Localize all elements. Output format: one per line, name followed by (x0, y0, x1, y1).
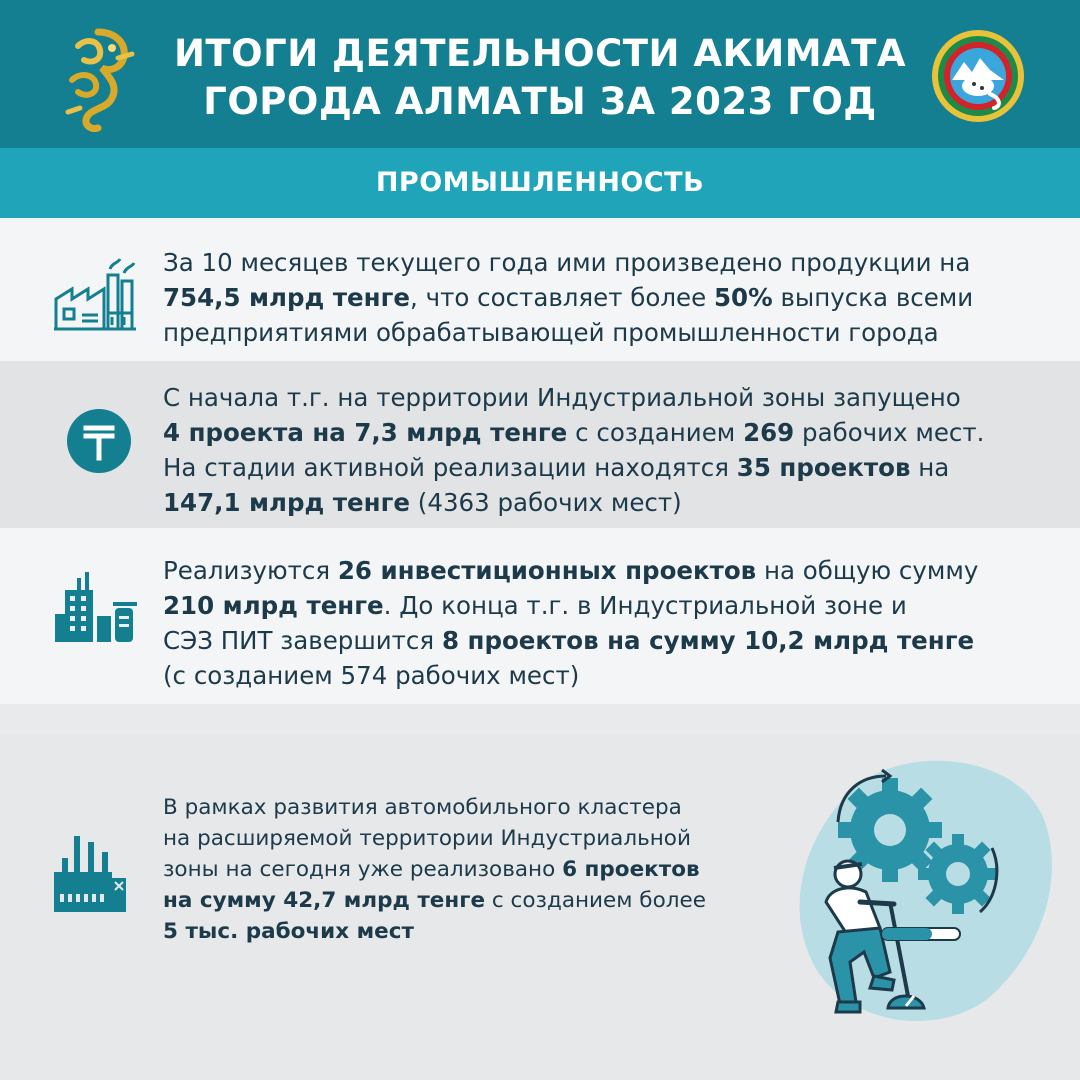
tenge-icon (66, 408, 132, 474)
item-2-line-1: С начала т.г. на территории Индустриальной зоны запущено (163, 383, 961, 412)
divider-band (0, 704, 1080, 734)
item-2-line-4: 147,1 млрд тенге (4363 рабочих мест) (163, 488, 682, 517)
item-3-line-2: 210 млрд тенге. До конца т.г. в Индустриальной зоне и (163, 591, 907, 620)
title-line-2: ГОРОДА АЛМАТЫ ЗА 2023 ГОД (203, 80, 877, 123)
item-3-line-4: (с созданием 574 рабочих мест) (163, 661, 580, 690)
header-banner (0, 0, 1080, 148)
item-2-text (163, 380, 1063, 520)
factory-icon (52, 255, 136, 333)
item-3-line-3: СЭЗ ПИТ завершится 8 проектов на сумму 10,2 млрд тенге (163, 626, 975, 655)
item-1-text (163, 245, 1063, 350)
title-line-1: ИТОГИ ДЕЯТЕЛЬНОСТИ АКИМАТА (173, 32, 907, 75)
item-4-line-4: на сумму 42,7 млрд тенге с созданием более (163, 888, 706, 913)
item-3-text (163, 553, 1063, 693)
worker-with-gears-illustration-icon (790, 752, 1060, 1034)
item-4-line-3: зоны на сегодня уже реализовано 6 проектов (163, 857, 700, 882)
page-title (150, 30, 930, 126)
section-bar (0, 148, 1080, 218)
snow-leopard-logo-icon (58, 28, 136, 132)
item-4-text (163, 792, 783, 947)
item-1-line-1: За 10 месяцев текущего года ими произведено продукции на (163, 248, 971, 277)
chimney-factory-icon (52, 832, 128, 912)
item-3-line-1: Реализуются 26 инвестиционных проектов на общую сумму (163, 556, 979, 585)
industrial-plant-icon (53, 572, 137, 642)
item-1-line-2: 754,5 млрд тенге, что составляет более 50% выпуска всеми (163, 283, 974, 312)
item-1-line-3: предприятиями обрабатывающей промышленности города (163, 318, 939, 347)
item-4-line-5: 5 тыс. рабочих мест (163, 919, 414, 944)
item-4-line-1: В рамках развития автомобильного кластера (163, 795, 682, 820)
almaty-emblem-icon (930, 28, 1026, 124)
section-title: ПРОМЫШЛЕННОСТЬ (375, 167, 705, 198)
item-2-line-2: 4 проекта на 7,3 млрд тенге с созданием 269 рабочих мест. (163, 418, 985, 447)
item-4-line-2: на расширяемой территории Индустриальной (163, 826, 691, 851)
item-2-line-3: На стадии активной реализации находятся 35 проектов на (163, 453, 950, 482)
